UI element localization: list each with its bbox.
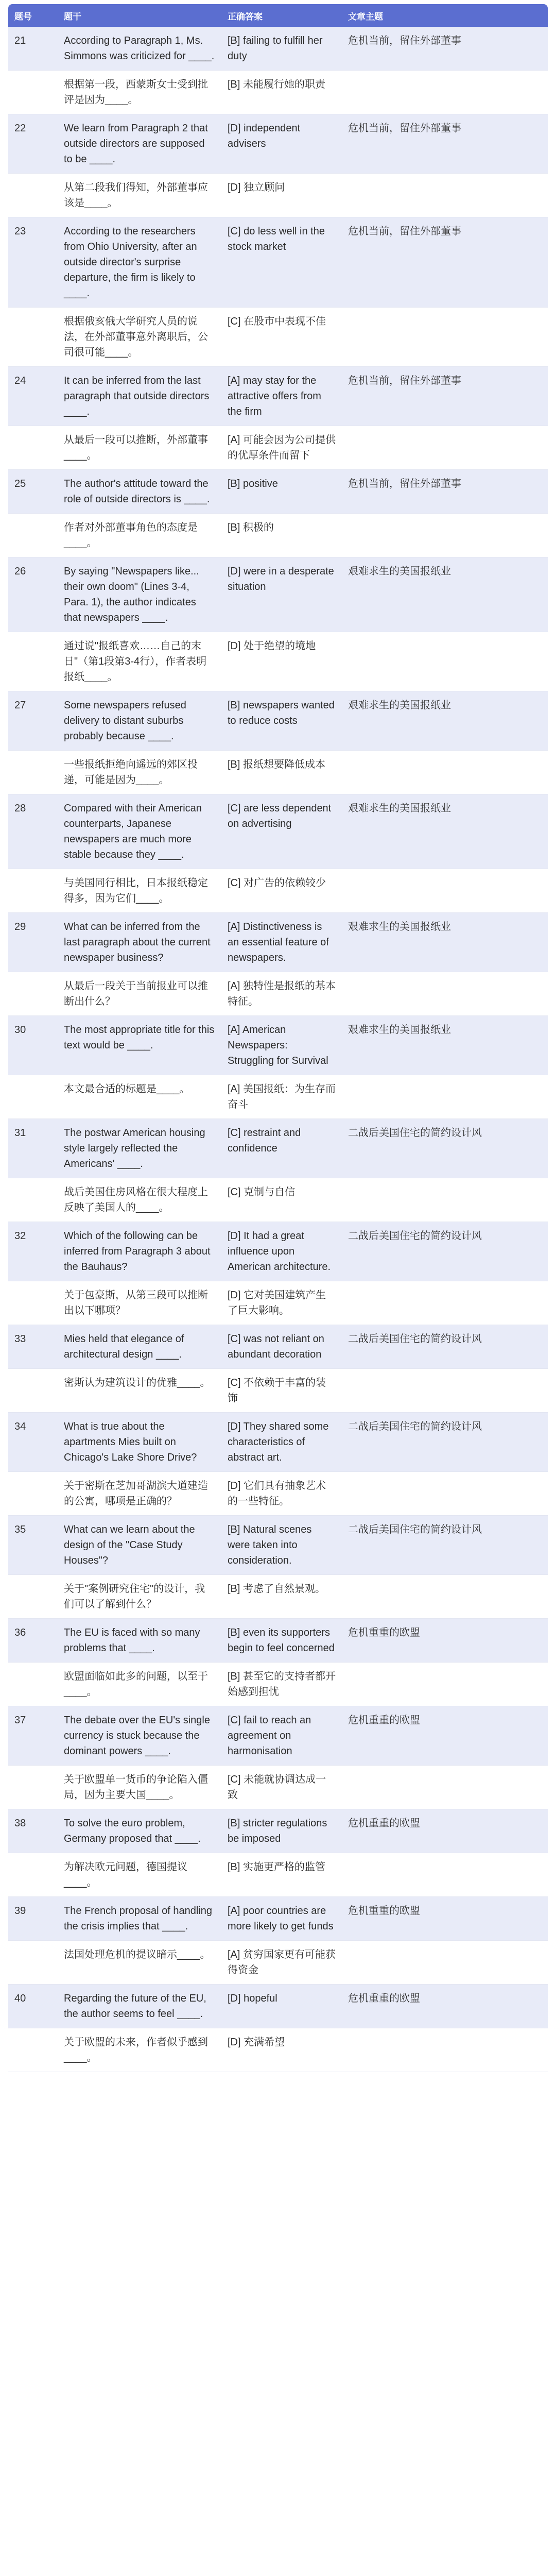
cell-correct-answer: [C] 未能就协调达成一致: [221, 1766, 342, 1809]
cell-correct-answer: [D] independent advisers: [221, 114, 342, 174]
cell-question-number: 27: [8, 691, 58, 751]
table-row-chinese: [8, 632, 548, 691]
cell-correct-answer: [D] They shared some characteristics of abstract art.: [221, 1413, 342, 1472]
cell-question-stem: What is true about the apartments Mies built on Chicago's Lake Shore Drive?: [58, 1413, 221, 1472]
answer-table-container: [8, 4, 548, 2072]
table-row-chinese: [8, 869, 548, 913]
cell-article-topic: 艰难求生的美国报纸业: [342, 1016, 548, 1075]
cell-question-number: [8, 1075, 58, 1119]
cell-correct-answer: [B] positive: [221, 470, 342, 514]
cell-question-stem: Some newspapers refused delivery to distant suburbs probably because ____.: [58, 691, 221, 751]
cell-question-number: 32: [8, 1222, 58, 1281]
table-row-english: [8, 1985, 548, 2028]
cell-question-number: 23: [8, 217, 58, 308]
cell-correct-answer: [C] fail to reach an agreement on harmonisation: [221, 1706, 342, 1766]
table-row-english: [8, 1619, 548, 1663]
cell-question-stem: 作者对外部董事角色的态度是____。: [58, 514, 221, 557]
cell-article-topic: [342, 426, 548, 470]
table-row-chinese: [8, 174, 548, 217]
cell-question-number: 30: [8, 1016, 58, 1075]
cell-question-number: [8, 71, 58, 114]
cell-correct-answer: [D] 它们具有抽象艺术的一些特征。: [221, 1472, 342, 1516]
cell-question-stem: We learn from Paragraph 2 that outside directors are supposed to be ____.: [58, 114, 221, 174]
cell-correct-answer: [A] Distinctiveness is an essential feature of newspapers.: [221, 913, 342, 972]
cell-question-number: [8, 751, 58, 794]
cell-question-stem: 战后美国住房风格在很大程度上反映了美国人的____。: [58, 1178, 221, 1222]
cell-question-number: [8, 1766, 58, 1809]
cell-question-stem: The French proposal of handling the crisis implies that ____.: [58, 1897, 221, 1941]
cell-correct-answer: [C] was not reliant on abundant decoration: [221, 1325, 342, 1369]
header-question-stem: 题干: [58, 4, 221, 27]
cell-question-number: [8, 1575, 58, 1619]
cell-article-topic: [342, 308, 548, 367]
table-row-chinese: [8, 426, 548, 470]
cell-correct-answer: [B] failing to fulfill her duty: [221, 27, 342, 71]
cell-question-stem: 欧盟面临如此多的问题，以至于____。: [58, 1663, 221, 1706]
cell-question-stem: The most appropriate title for this text would be ____.: [58, 1016, 221, 1075]
cell-correct-answer: [B] 甚至它的支持者都开始感到担忧: [221, 1663, 342, 1706]
cell-article-topic: 危机重重的欧盟: [342, 1985, 548, 2028]
table-row-chinese: [8, 1178, 548, 1222]
cell-correct-answer: [D] 它对美国建筑产生了巨大影响。: [221, 1281, 342, 1325]
cell-question-number: [8, 426, 58, 470]
cell-question-stem: Compared with their American counterparts, Japanese newspapers are much more stable because they ____.: [58, 794, 221, 869]
table-row-english: [8, 114, 548, 174]
answer-table: [8, 4, 548, 2072]
cell-correct-answer: [C] are less dependent on advertising: [221, 794, 342, 869]
table-row-chinese: [8, 71, 548, 114]
cell-article-topic: 艰难求生的美国报纸业: [342, 794, 548, 869]
table-header-row: [8, 4, 548, 27]
cell-correct-answer: [B] Natural scenes were taken into consideration.: [221, 1516, 342, 1575]
cell-question-stem: 关于包豪斯，从第三段可以推断出以下哪项？: [58, 1281, 221, 1325]
table-row-english: [8, 557, 548, 632]
cell-question-stem: The EU is faced with so many problems that ____.: [58, 1619, 221, 1663]
header-correct-answer: 正确答案: [221, 4, 342, 27]
cell-question-stem: 关于欧盟单一货币的争论陷入僵局，因为主要大国____。: [58, 1766, 221, 1809]
cell-correct-answer: [D] It had a great influence upon American architecture.: [221, 1222, 342, 1281]
cell-question-stem: 通过说"报纸喜欢……自己的末日"（第1段第3-4行），作者表明报纸____。: [58, 632, 221, 691]
cell-question-stem: 从最后一段可以推断，外部董事____。: [58, 426, 221, 470]
cell-question-stem: 法国处理危机的提议暗示____。: [58, 1941, 221, 1985]
cell-question-stem: 根据第一段，西蒙斯女士受到批评是因为____。: [58, 71, 221, 114]
cell-question-number: [8, 1663, 58, 1706]
table-row-english: [8, 1516, 548, 1575]
table-row-chinese: [8, 1369, 548, 1413]
cell-question-stem: By saying "Newspapers like... their own doom" (Lines 3-4, Para. 1), the author indicates that newspapers ____.: [58, 557, 221, 632]
cell-question-stem: 与美国同行相比，日本报纸稳定得多，因为它们____。: [58, 869, 221, 913]
table-row-chinese: [8, 1766, 548, 1809]
cell-correct-answer: [B] even its supporters begin to feel concerned: [221, 1619, 342, 1663]
cell-question-number: [8, 2028, 58, 2072]
cell-article-topic: [342, 751, 548, 794]
cell-question-number: [8, 174, 58, 217]
cell-article-topic: 二战后美国住宅的简约设计风: [342, 1222, 548, 1281]
cell-question-stem: The postwar American housing style largely reflected the Americans' ____.: [58, 1119, 221, 1178]
cell-article-topic: [342, 972, 548, 1016]
cell-correct-answer: [B] 未能履行她的职责: [221, 71, 342, 114]
cell-correct-answer: [A] 可能会因为公司提供的优厚条件而留下: [221, 426, 342, 470]
cell-article-topic: 二战后美国住宅的简约设计风: [342, 1413, 548, 1472]
cell-question-number: [8, 1853, 58, 1897]
cell-question-number: [8, 308, 58, 367]
cell-article-topic: 危机当前，留住外部董事: [342, 470, 548, 514]
table-row-english: [8, 1325, 548, 1369]
cell-article-topic: 危机当前，留住外部董事: [342, 367, 548, 426]
table-row-chinese: [8, 972, 548, 1016]
cell-correct-answer: [D] 独立顾问: [221, 174, 342, 217]
table-row-english: [8, 913, 548, 972]
cell-correct-answer: [C] 不依赖于丰富的装饰: [221, 1369, 342, 1413]
table-row-english: [8, 691, 548, 751]
table-row-english: [8, 27, 548, 71]
cell-question-number: 33: [8, 1325, 58, 1369]
cell-correct-answer: [A] 贫穷国家更有可能获得资金: [221, 1941, 342, 1985]
cell-question-stem: 关于欧盟的未来，作者似乎感到____。: [58, 2028, 221, 2072]
cell-question-number: 38: [8, 1809, 58, 1853]
table-row-english: [8, 1119, 548, 1178]
cell-question-number: 24: [8, 367, 58, 426]
cell-article-topic: 艰难求生的美国报纸业: [342, 557, 548, 632]
cell-article-topic: 二战后美国住宅的简约设计风: [342, 1325, 548, 1369]
cell-question-stem: Which of the following can be inferred from Paragraph 3 about the Bauhaus?: [58, 1222, 221, 1281]
table-row-english: [8, 1222, 548, 1281]
cell-correct-answer: [B] stricter regulations be imposed: [221, 1809, 342, 1853]
cell-question-number: [8, 632, 58, 691]
header-article-topic: 文章主题: [342, 4, 548, 27]
cell-question-number: [8, 514, 58, 557]
cell-question-number: [8, 1178, 58, 1222]
cell-question-number: 21: [8, 27, 58, 71]
cell-question-stem: 关于"案例研究住宅"的设计，我们可以了解到什么？: [58, 1575, 221, 1619]
cell-correct-answer: [C] 在股市中表现不佳: [221, 308, 342, 367]
cell-question-number: 36: [8, 1619, 58, 1663]
table-row-english: [8, 470, 548, 514]
table-row-chinese: [8, 1575, 548, 1619]
cell-correct-answer: [B] 报纸想要降低成本: [221, 751, 342, 794]
cell-article-topic: 危机重重的欧盟: [342, 1809, 548, 1853]
cell-article-topic: [342, 1281, 548, 1325]
cell-correct-answer: [D] 处于绝望的境地: [221, 632, 342, 691]
cell-correct-answer: [D] hopeful: [221, 1985, 342, 2028]
cell-article-topic: [342, 174, 548, 217]
cell-correct-answer: [B] 实施更严格的监管: [221, 1853, 342, 1897]
cell-question-number: 34: [8, 1413, 58, 1472]
cell-question-number: [8, 972, 58, 1016]
table-row-english: [8, 1706, 548, 1766]
cell-correct-answer: [A] 美国报纸：为生存而奋斗: [221, 1075, 342, 1119]
cell-article-topic: [342, 632, 548, 691]
table-row-english: [8, 1809, 548, 1853]
cell-question-stem: It can be inferred from the last paragraph that outside directors ____.: [58, 367, 221, 426]
cell-question-number: 39: [8, 1897, 58, 1941]
cell-correct-answer: [C] 对广告的依赖较少: [221, 869, 342, 913]
table-row-english: [8, 1016, 548, 1075]
cell-article-topic: 危机当前，留住外部董事: [342, 114, 548, 174]
cell-question-stem: 为解决欧元问题，德国提议____。: [58, 1853, 221, 1897]
cell-correct-answer: [A] poor countries are more likely to get funds: [221, 1897, 342, 1941]
cell-question-stem: 从最后一段关于当前报业可以推断出什么？: [58, 972, 221, 1016]
cell-question-number: 31: [8, 1119, 58, 1178]
cell-question-stem: What can we learn about the design of the "Case Study Houses"?: [58, 1516, 221, 1575]
cell-correct-answer: [B] 积极的: [221, 514, 342, 557]
cell-correct-answer: [A] may stay for the attractive offers from the firm: [221, 367, 342, 426]
cell-question-stem: The author's attitude toward the role of outside directors is ____.: [58, 470, 221, 514]
table-row-english: [8, 1413, 548, 1472]
cell-article-topic: [342, 71, 548, 114]
cell-question-stem: What can be inferred from the last paragraph about the current newspaper business?: [58, 913, 221, 972]
cell-article-topic: [342, 1766, 548, 1809]
cell-question-stem: Regarding the future of the EU, the author seems to feel ____.: [58, 1985, 221, 2028]
cell-question-stem: According to Paragraph 1, Ms. Simmons was criticized for ____.: [58, 27, 221, 71]
cell-question-number: [8, 1472, 58, 1516]
table-row-chinese: [8, 1663, 548, 1706]
cell-question-number: [8, 1941, 58, 1985]
cell-question-number: [8, 1281, 58, 1325]
cell-question-stem: 根据俄亥俄大学研究人员的说法，在外部董事意外离职后，公司很可能____。: [58, 308, 221, 367]
table-row-chinese: [8, 308, 548, 367]
cell-question-number: 37: [8, 1706, 58, 1766]
cell-article-topic: 艰难求生的美国报纸业: [342, 913, 548, 972]
cell-article-topic: [342, 1575, 548, 1619]
cell-article-topic: [342, 2028, 548, 2072]
cell-question-number: 28: [8, 794, 58, 869]
cell-article-topic: 危机当前，留住外部董事: [342, 27, 548, 71]
table-row-chinese: [8, 1281, 548, 1325]
cell-correct-answer: [A] 独特性是报纸的基本特征。: [221, 972, 342, 1016]
cell-question-stem: 一些报纸拒绝向遥远的郊区投递，可能是因为____。: [58, 751, 221, 794]
cell-correct-answer: [A] American Newspapers: Struggling for Survival: [221, 1016, 342, 1075]
table-row-chinese: [8, 1075, 548, 1119]
cell-question-stem: The debate over the EU's single currency is stuck because the dominant powers ____.: [58, 1706, 221, 1766]
cell-question-number: 29: [8, 913, 58, 972]
cell-question-stem: According to the researchers from Ohio University, after an outside director's surprise departure, the firm is likely to ____.: [58, 217, 221, 308]
cell-article-topic: [342, 514, 548, 557]
cell-article-topic: 二战后美国住宅的简约设计风: [342, 1516, 548, 1575]
cell-question-number: [8, 869, 58, 913]
table-body: [8, 27, 548, 2072]
cell-correct-answer: [D] were in a desperate situation: [221, 557, 342, 632]
table-row-english: [8, 1897, 548, 1941]
table-row-chinese: [8, 514, 548, 557]
cell-question-stem: 密斯认为建筑设计的优雅____。: [58, 1369, 221, 1413]
cell-correct-answer: [D] 充满希望: [221, 2028, 342, 2072]
table-row-chinese: [8, 1941, 548, 1985]
cell-article-topic: [342, 1075, 548, 1119]
cell-article-topic: 危机重重的欧盟: [342, 1706, 548, 1766]
table-row-english: [8, 217, 548, 308]
cell-article-topic: 二战后美国住宅的简约设计风: [342, 1119, 548, 1178]
cell-question-number: 35: [8, 1516, 58, 1575]
cell-article-topic: [342, 1472, 548, 1516]
header-question-number: 题号: [8, 4, 58, 27]
cell-article-topic: [342, 1178, 548, 1222]
cell-article-topic: [342, 1369, 548, 1413]
cell-correct-answer: [B] 考虑了自然景观。: [221, 1575, 342, 1619]
table-row-chinese: [8, 1853, 548, 1897]
table-row-chinese: [8, 751, 548, 794]
cell-question-number: 26: [8, 557, 58, 632]
table-row-chinese: [8, 1472, 548, 1516]
table-row-chinese: [8, 2028, 548, 2072]
cell-article-topic: 危机当前，留住外部董事: [342, 217, 548, 308]
cell-correct-answer: [C] do less well in the stock market: [221, 217, 342, 308]
cell-article-topic: [342, 1853, 548, 1897]
cell-article-topic: 艰难求生的美国报纸业: [342, 691, 548, 751]
cell-article-topic: 危机重重的欧盟: [342, 1897, 548, 1941]
table-row-english: [8, 794, 548, 869]
cell-correct-answer: [B] newspapers wanted to reduce costs: [221, 691, 342, 751]
cell-article-topic: [342, 1663, 548, 1706]
cell-correct-answer: [C] 克制与自信: [221, 1178, 342, 1222]
cell-question-number: 22: [8, 114, 58, 174]
cell-correct-answer: [C] restraint and confidence: [221, 1119, 342, 1178]
cell-article-topic: [342, 869, 548, 913]
cell-article-topic: [342, 1941, 548, 1985]
cell-question-stem: Mies held that elegance of architectural design ____.: [58, 1325, 221, 1369]
cell-question-stem: 关于密斯在芝加哥湖滨大道建造的公寓，哪项是正确的？: [58, 1472, 221, 1516]
cell-question-stem: To solve the euro problem, Germany proposed that ____.: [58, 1809, 221, 1853]
cell-question-stem: 从第二段我们得知，外部董事应该是____。: [58, 174, 221, 217]
cell-question-stem: 本文最合适的标题是____。: [58, 1075, 221, 1119]
table-row-english: [8, 367, 548, 426]
cell-question-number: 25: [8, 470, 58, 514]
cell-question-number: 40: [8, 1985, 58, 2028]
cell-article-topic: 危机重重的欧盟: [342, 1619, 548, 1663]
cell-question-number: [8, 1369, 58, 1413]
